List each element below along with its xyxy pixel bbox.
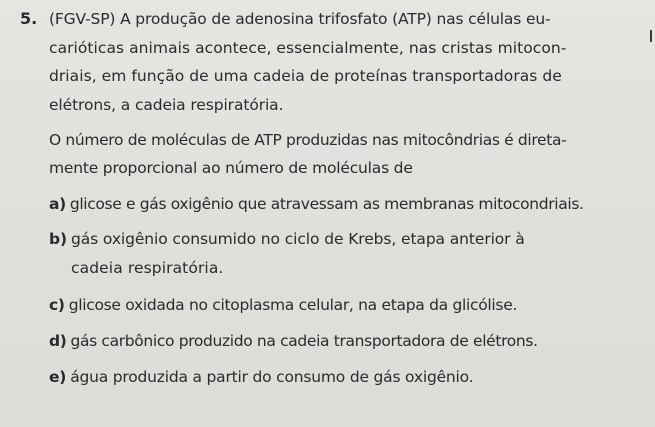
option-a (49, 194, 584, 214)
stem-line-2: carióticas animais acontece, essencialmente, nas cristas mitocon- (49, 39, 567, 57)
option-e-text: água produzida a partir do consumo de gás oxigênio. (70, 368, 474, 386)
option-e (49, 367, 473, 387)
option-c (49, 295, 517, 315)
stem-line-4: elétrons, a cadeia respiratória. (49, 96, 284, 114)
option-c-letter: c) (49, 296, 65, 314)
question-number: 5. (20, 9, 38, 28)
option-d-letter: d) (49, 332, 67, 350)
prompt-line-1: O número de moléculas de ATP produzidas nas mitocôndrias é direta- (49, 131, 567, 149)
stem-line-1: (FGV-SP) A produção de adenosina trifosfato (ATP) nas células eu- (49, 10, 551, 28)
option-d-text: gás carbônico produzido na cadeia transportadora de elétrons. (70, 332, 538, 350)
option-c-text: glicose oxidada no citoplasma celular, na etapa da glicólise. (68, 296, 518, 314)
page-edge-mark (650, 30, 652, 42)
option-e-letter: e) (49, 368, 67, 386)
option-a-letter: a) (49, 195, 66, 213)
prompt-line-2: mente proporcional ao número de moléculas de (49, 159, 413, 177)
option-b-text-line-2: cadeia respiratória. (71, 259, 224, 277)
option-a-text: glicose e gás oxigênio que atravessam as membranas mitocondriais. (69, 195, 584, 213)
stem-line-3: driais, em função de uma cadeia de proteínas transportadoras de (49, 67, 562, 85)
option-b-text-line-1: gás oxigênio consumido no ciclo de Krebs, etapa anterior à (70, 230, 525, 248)
option-d (49, 331, 538, 351)
option-b (49, 229, 525, 249)
option-b-letter: b) (49, 230, 67, 248)
